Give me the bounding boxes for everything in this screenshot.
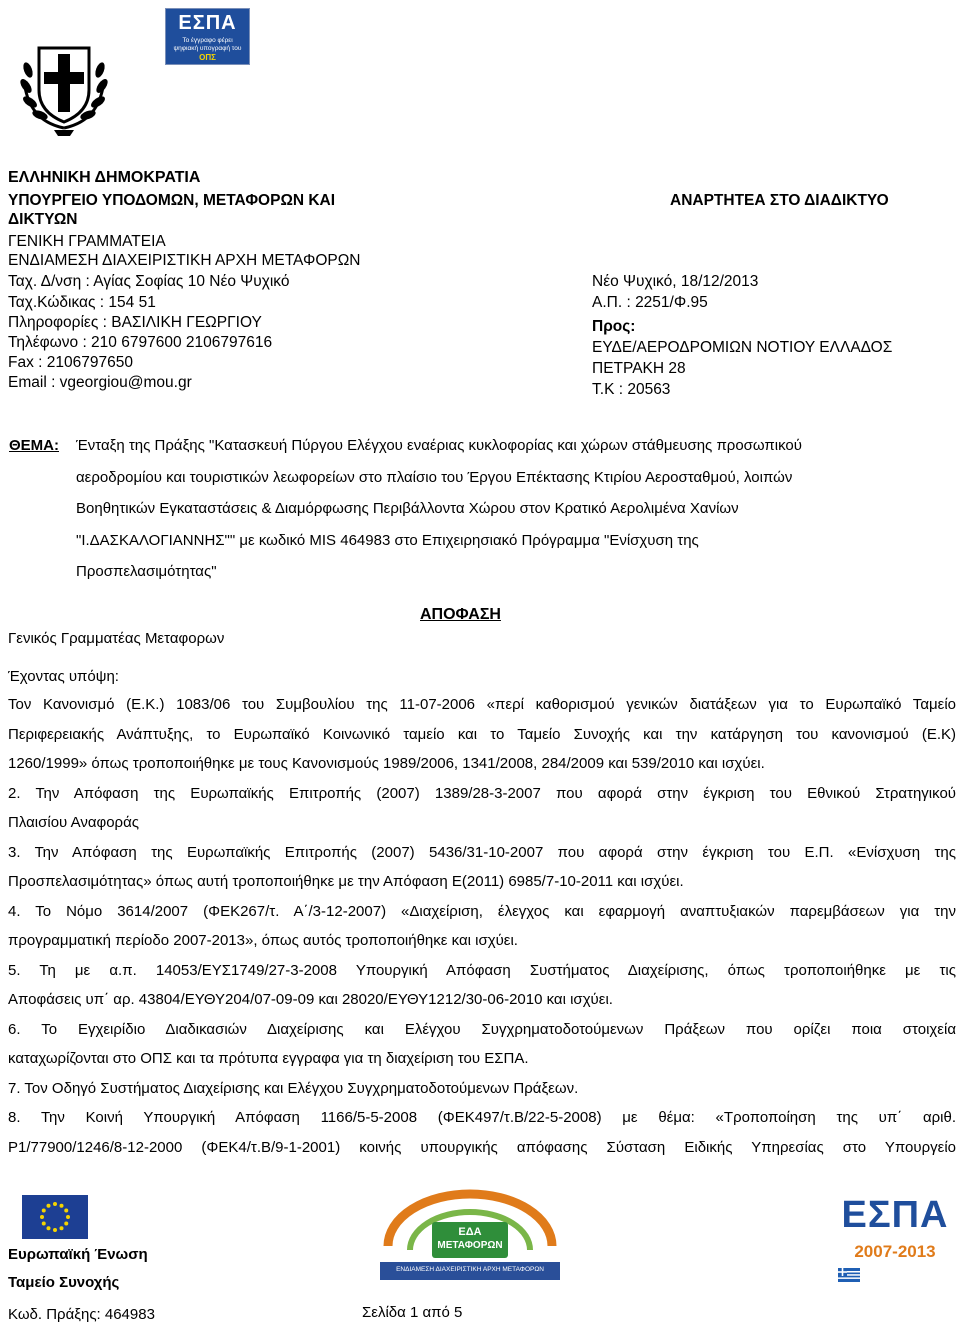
espa-top-logo-title: ΕΣΠΑ xyxy=(178,12,237,34)
espa-top-logo-tagline-1: Το έγγραφο φέρει xyxy=(182,37,233,44)
republic-heading: ΕΛΛΗΝΙΚΗ ΔΗΜΟΚΡΑΤΙΑ xyxy=(8,169,201,186)
subject-line-5: Προσπελασιμότητας" xyxy=(76,563,217,580)
sender-phone: Τηλέφωνο : 210 6797600 2106797616 xyxy=(8,334,273,351)
item-8-line-2: Ρ1/77900/1246/8-12-2000 (ΦΕΚ4/τ.Β/9-1-2001) κοινής υπουργικής απόφασης Σύσταση Ειδικής Υπηρεσίας στο Υπουργείο xyxy=(8,1138,956,1156)
espa-bottom-logo xyxy=(835,1190,955,1290)
item-3-line-2: Προσπελασιμότητας» όπως αυτή τροποποιήθηκε με την Απόφαση Ε(2011) 6985/7-10-2011 και ισχύει. xyxy=(8,873,684,890)
item-1-line-1: Τον Κανονισμό (Ε.Κ.) 1083/06 του Συμβουλίου της 11-07-2006 «περί καθορισμού γενικών διατάξεων για το Ευρωπαϊκό Ταμείο xyxy=(8,696,956,713)
espa-bottom-logo-title: ΕΣΠΑ xyxy=(841,1194,949,1236)
footer-page-number: Σελίδα 1 από 5 xyxy=(362,1304,463,1321)
footer-eu-union: Ευρωπαϊκή Ένωση xyxy=(8,1246,148,1263)
item-4 xyxy=(8,897,956,956)
espa-top-logo-sub: ΟΠΣ xyxy=(199,53,216,62)
subject-line-4: "Ι.ΔΑΣΚΑΛΟΓΙΑΝΝΗΣ"" με κωδικό MIS 464983 στο Επιχειρησιακό Πρόγραμμα "Ενίσχυση της xyxy=(76,531,699,549)
item-1-line-3: 1260/1999» όπως τροποποιήθηκε με τους Κανονισμούς 1989/2006, 1341/2008, 284/2009 και 539/2010 και ισχύει. xyxy=(8,755,765,772)
item-6-line-2: καταχωρίζονται στο ΟΠΣ και τα πρότυπα εγγραφα για τη διαχείριση του ΕΣΠΑ. xyxy=(8,1050,529,1067)
post-notice: ΑΝΑΡΤΗΤΕΑ ΣΤΟ ΔΙΑΔΙΚΤΥΟ xyxy=(670,192,889,209)
item-1-line-2: Περιφερειακής Ανάπτυξης, το Ευρωπαϊκό Κοινωνικό ταμείο και το Ταμείο Συνοχής και την κατάργηση του κανονισμού (Ε.Κ) xyxy=(8,725,956,743)
espa-bottom-logo-years: 2007-2013 xyxy=(854,1242,936,1261)
general-secretariat: ΓΕΝΙΚΗ ΓΡΑΜΜΑΤΕΙΑ xyxy=(8,233,166,250)
authority-name: ΕΝΔΙΑΜΕΣΗ ΔΙΑΧΕΙΡΙΣΤΙΚΗ ΑΡΧΗ ΜΕΤΑΦΟΡΩΝ xyxy=(8,252,361,269)
recipient-name: ΕΥΔΕ/ΑΕΡΟΔΡΟΜΙΩΝ ΝΟΤΙΟΥ ΕΛΛΑΔΟΣ xyxy=(592,339,893,356)
eu-flag-icon xyxy=(22,1195,88,1239)
item-2 xyxy=(8,779,956,838)
eu-star-icon xyxy=(47,1204,51,1208)
decision-title: ΑΠΟΦΑΣΗ xyxy=(420,606,501,623)
eda-logo-title-2: ΜΕΤΑΦΟΡΩΝ xyxy=(437,1240,503,1251)
ministry-line-1: ΥΠΟΥΡΓΕΙΟ ΥΠΟΔΟΜΩΝ, ΜΕΤΑΦΟΡΩΝ ΚΑΙ xyxy=(8,192,336,209)
item-4-line-1: 4. Το Νόμο 3614/2007 (ΦΕΚ267/τ. Α΄/3-12-2007) «Διαχείριση, έλεγχος και εφαρμογή αναπτυξιακών παρεμβάσεων για την xyxy=(8,902,956,920)
eda-logo-footer: ΕΝΔΙΑΜΕΣΗ ΔΙΑΧΕΙΡΙΣΤΙΚΗ ΑΡΧΗ ΜΕΤΑΦΟΡΩΝ xyxy=(396,1266,544,1273)
sender-address: Ταχ. Δ/νση : Αγίας Σοφίας 10 Νέο Ψυχικό xyxy=(8,273,290,290)
greek-republic-emblem xyxy=(14,30,114,145)
item-2-line-1: 2. Την Απόφαση της Ευρωπαϊκής Επιτροπής (2007) 1389/28-3-2007 που αφορά στην έγκριση του Εθνικού Στρατηγικού xyxy=(8,784,956,802)
eu-star-icon xyxy=(40,1215,44,1219)
item-2-line-2: Πλαισίου Αναφοράς xyxy=(8,814,139,831)
item-6 xyxy=(8,1015,956,1074)
eu-star-icon xyxy=(42,1209,46,1213)
sender-fax: Fax : 2106797650 xyxy=(8,354,133,371)
considering-heading: Έχοντας υπόψη: xyxy=(8,668,119,685)
eda-logo xyxy=(370,1184,570,1284)
subject-text xyxy=(76,430,956,588)
footer-project-code: Κωδ. Πράξης: 464983 xyxy=(8,1306,155,1323)
item-3-line-1: 3. Την Απόφαση της Ευρωπαϊκής Επιτροπής (2007) 5436/31-10-2007 που αφορά στην έγκριση του Ε.Π. «Ενίσχυση της xyxy=(8,843,956,861)
recipient-street: ΠΕΤΡΑΚΗ 28 xyxy=(592,360,686,377)
greek-flag-icon xyxy=(838,1268,860,1282)
recipient-label: Προς: xyxy=(592,318,636,335)
item-6-line-1: 6. Το Εγχειρίδιο Διαδικασιών Διαχείρισης και Ελέγχου Συγχρηματοδοτούμενων Πράξεων που ορίζει ποια στοιχεία xyxy=(8,1020,956,1038)
espa-top-logo xyxy=(165,8,250,65)
protocol-number: Α.Π. : 2251/Φ.95 xyxy=(592,294,708,311)
signatory: Γενικός Γραμματέας Μεταφορων xyxy=(8,630,225,647)
eu-star-icon xyxy=(64,1222,68,1226)
eu-star-icon xyxy=(66,1215,70,1219)
item-5 xyxy=(8,956,956,1015)
item-7-line-1: 7. Τον Οδηγό Συστήματος Διαχείρισης και Ελέγχου Συγχρηματοδοτούμενων Πράξεων. xyxy=(8,1079,579,1097)
item-7 xyxy=(8,1074,956,1104)
footer-fund: Ταμείο Συνοχής xyxy=(8,1274,120,1291)
item-8-line-1: 8. Την Κοινή Υπουργική Απόφαση 1166/5-5-2008 (ΦΕΚ497/τ.Β/22-5-2008) με θέμα: «Τροποποίηση της υπ΄ αριθ. xyxy=(8,1109,956,1126)
eu-star-icon xyxy=(60,1226,64,1230)
considerations-list xyxy=(8,690,956,1162)
item-5-line-1: 5. Τη με α.π. 14053/ΕΥΣ1749/27-3-2008 Υπουργική Απόφαση Συστήματος Διαχείρισης, όπως τροποποιήθηκε με τις xyxy=(8,961,956,979)
eda-logo-title-1: ΕΔΑ xyxy=(458,1226,482,1238)
eu-star-icon xyxy=(53,1228,57,1232)
item-3 xyxy=(8,838,956,897)
item-4-line-2: προγραμματική περίοδο 2007-2013», όπως αυτός τροποποιήθηκε και ισχύει. xyxy=(8,932,518,949)
eu-star-icon xyxy=(64,1209,68,1213)
greek-emblem-icon xyxy=(14,30,114,145)
sender-email: Email : vgeorgiou@mou.gr xyxy=(8,374,192,391)
recipient-postcode: Τ.Κ : 20563 xyxy=(592,381,671,398)
eu-star-icon xyxy=(42,1222,46,1226)
subject-line-1: Ένταξη της Πράξης "Κατασκευή Πύργου Ελέγχου εναέριας κυκλοφορίας και χώρων στάθμευσης προσωπικού xyxy=(76,437,802,454)
espa-top-logo-tagline-2: ψηφιακή υπογραφή του xyxy=(173,45,242,52)
eu-star-icon xyxy=(53,1202,57,1206)
subject-label: ΘΕΜΑ: xyxy=(9,437,59,454)
ministry-line-2: ΔΙΚΤΥΩΝ xyxy=(8,211,78,228)
place-date: Νέο Ψυχικό, 18/12/2013 xyxy=(592,273,759,290)
sender-info: Πληροφορίες : ΒΑΣΙΛΙΚΗ ΓΕΩΡΓΙΟΥ xyxy=(8,314,262,331)
sender-postal-code: Ταχ.Κώδικας : 154 51 xyxy=(8,294,156,311)
subject-line-3: Βοηθητικών Εγκαταστάσεις & Διαμόρφωσης Περιβάλλοντα Χώρου στον Κρατικό Αερολιμένα Χανίων xyxy=(76,500,739,517)
item-8 xyxy=(8,1103,956,1162)
subject-line-2: αεροδρομίου και τουριστικών λεωφορείων στο πλαίσιο του Έργου Επέκτασης Κτιρίου Αεροσταθμού, λοιπών xyxy=(76,468,793,486)
item-5-line-2: Αποφάσεις υπ΄ αρ. 43804/ΕΥΘΥ204/07-09-09 και 28020/ΕΥΘΥ1212/30-06-2010 και ισχύει. xyxy=(8,991,613,1008)
item-1 xyxy=(8,690,956,779)
eu-star-icon xyxy=(47,1226,51,1230)
eu-flag xyxy=(22,1195,88,1239)
eu-star-icon xyxy=(60,1204,64,1208)
